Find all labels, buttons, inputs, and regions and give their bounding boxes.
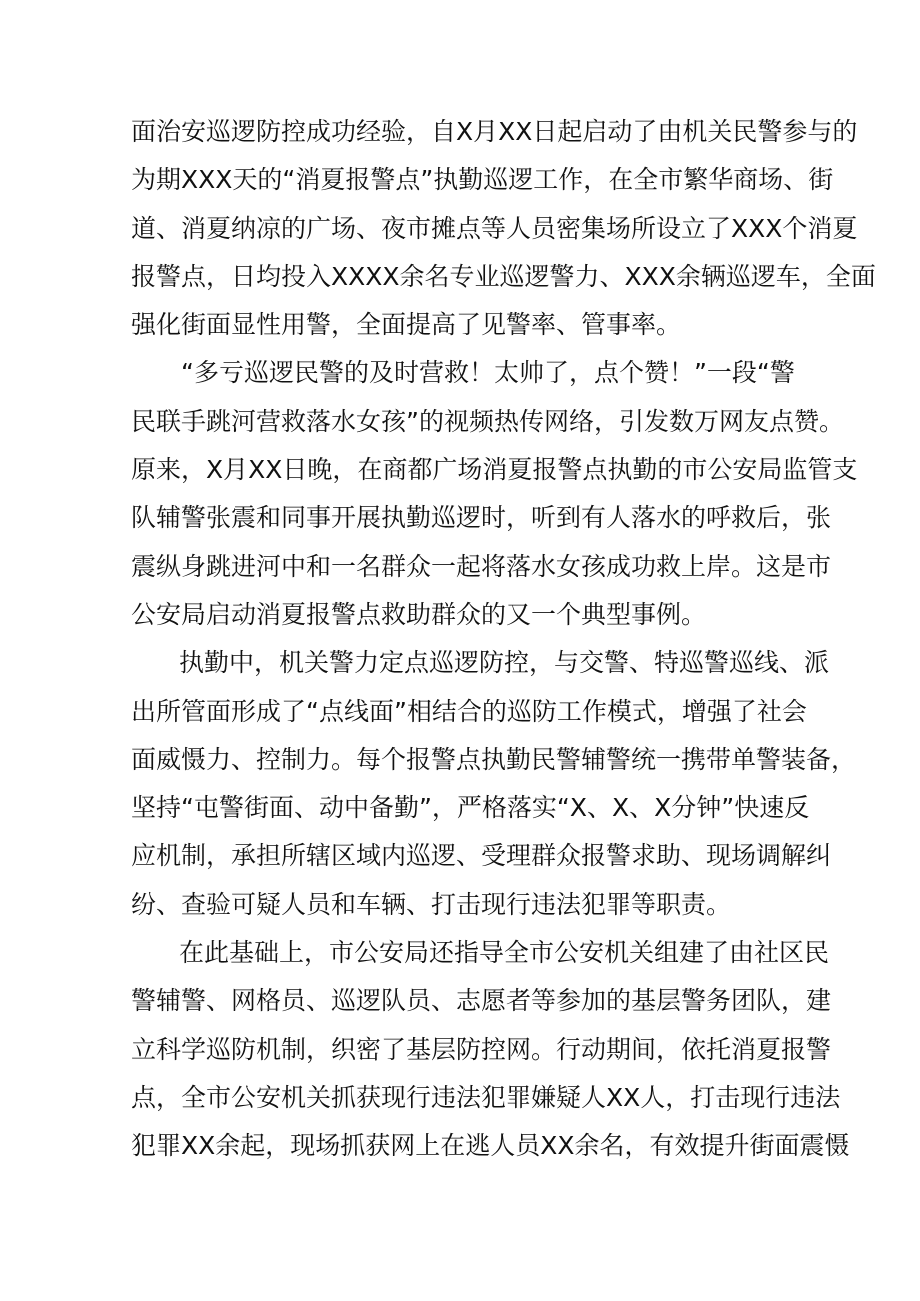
paragraph-4 — [131, 929, 850, 1170]
text-line: 面威慑力、控制力。每个报警点执勤民警辅警统一携带单警装备， — [131, 744, 857, 774]
text-line: 犯罪XX余起，现场抓获网上在逃人员XX余名，有效提升街面震慑 — [131, 1131, 850, 1161]
text-line: 队辅警张震和同事开展执勤巡逻时，听到有人落水的呼救后，张 — [131, 503, 832, 533]
paragraph-3 — [131, 639, 857, 929]
text-line: 震纵身跳进河中和一名群众一起将落水女孩成功救上岸。这是市 — [131, 551, 832, 581]
text-line: 公安局启动消夏报警点救助群众的又一个典型事例。 — [131, 599, 707, 629]
text-line: 原来，X月XX日晚，在商都广场消夏报警点执勤的市公安局监管支 — [131, 455, 858, 485]
text-line: 点，全市公安机关抓获现行违法犯罪嫌疑人XX人，打击现行违法 — [131, 1082, 841, 1112]
paragraph-2 — [131, 349, 858, 639]
text-line: 道、消夏纳凉的广场、夜市摊点等人员密集场所设立了XXX个消夏 — [131, 213, 858, 243]
text-line: 执勤中，机关警力定点巡逻防控，与交警、特巡警巡线、派 — [179, 648, 830, 678]
text-line: 面治安巡逻防控成功经验，自X月XX日起启动了由机关民警参与的 — [131, 117, 858, 146]
text-line: 民联手跳河营救落水女孩”的视频热传网络，引发数万网友点赞。 — [131, 406, 844, 436]
text-line: 强化街面显性用警，全面提高了见警率、管事率。 — [131, 310, 682, 340]
text-line: 出所管面形成了“点线面”相结合的巡防工作模式，增强了社会 — [131, 696, 807, 726]
text-line: 应机制，承担所辖区域内巡逻、受理群众报警求助、现场调解纠 — [131, 841, 832, 871]
text-line: 警辅警、网格员、巡逻队员、志愿者等参加的基层警务团队，建 — [131, 986, 832, 1016]
text-line: 纷、查验可疑人员和车辆、打击现行违法犯罪等职责。 — [131, 889, 732, 919]
document-body — [131, 108, 876, 1171]
text-line: 立科学巡防机制，织密了基层防控网。行动期间，依托消夏报警 — [131, 1034, 832, 1064]
text-line: 报警点，日均投入XXXX余名专业巡逻警力、XXX余辆巡逻车，全面 — [131, 261, 876, 291]
text-line: 在此基础上，市公安局还指导全市公安机关组建了由社区民 — [179, 938, 830, 968]
paragraph-1 — [131, 108, 876, 349]
text-line: 坚持“屯警街面、动中备勤”，严格落实“X、X、X分钟”快速反 — [131, 793, 810, 823]
text-line: “多亏巡逻民警的及时营救！太帅了，点个赞！”一段“警 — [181, 358, 795, 388]
text-line: 为期XXX天的“消夏报警点”执勤巡逻工作，在全市繁华商场、街 — [131, 165, 834, 195]
